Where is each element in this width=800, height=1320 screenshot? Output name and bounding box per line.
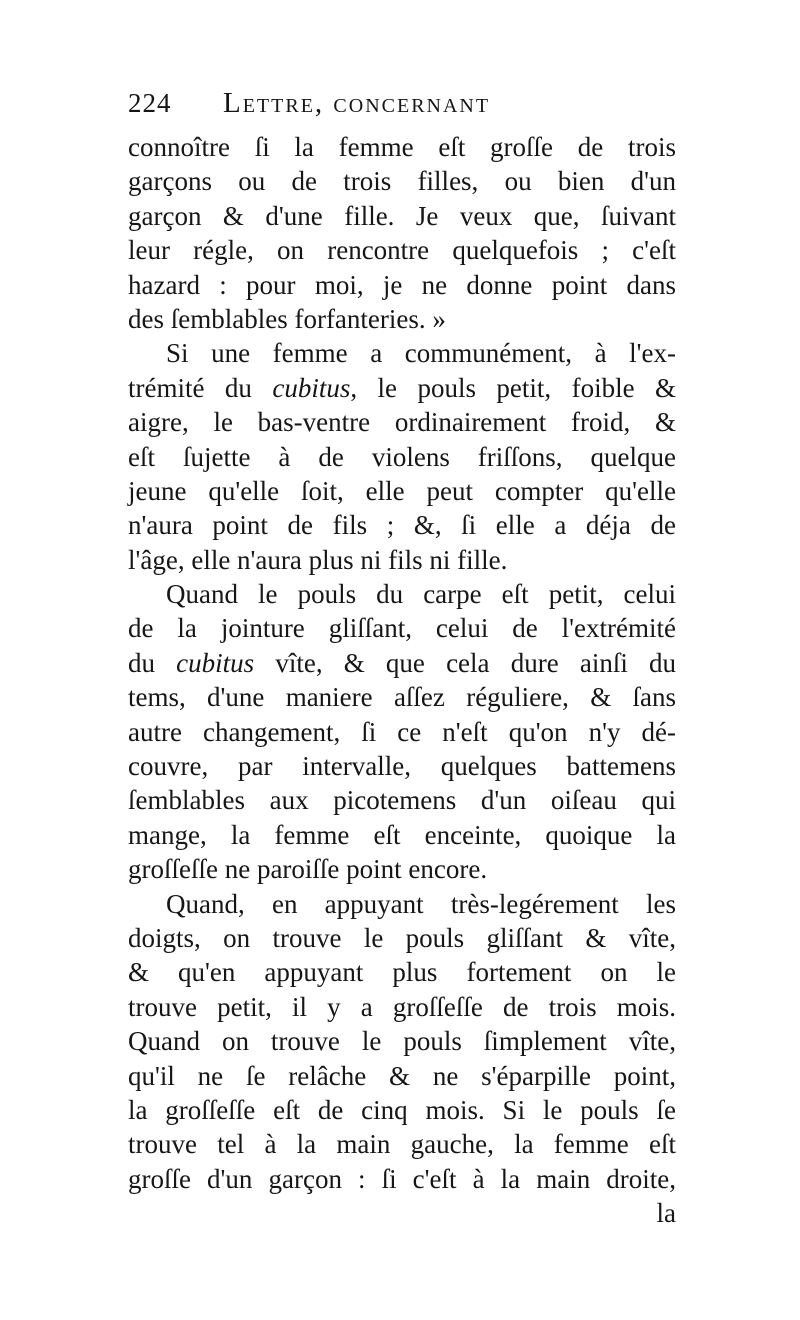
text-line: doigts, on trouve le pouls gliſſant & vîte, [128, 922, 676, 953]
text-line: & qu'en appuyant plus fortement on le [128, 957, 676, 988]
text-line: garçons ou de trois filles, ou bien d'un [128, 166, 676, 197]
text-line: Quand le pouls du carpe eſt petit, celui [166, 579, 676, 610]
text-line: trouve tel à la main gauche, la femme eſt [128, 1129, 676, 1160]
text-line: leur régle, on rencontre quelquefois ; c'eſt [128, 235, 676, 266]
text-line: hazard : pour moi, je ne donne point dans [128, 269, 676, 300]
page-header [128, 76, 676, 130]
text-line: groſſe d'un garçon : ſi c'eſt à la main droite, [128, 1163, 676, 1194]
text-line: Quand on trouve le pouls ſimplement vîte, [128, 1026, 676, 1057]
text-line: garçon & d'une fille. Je veux que, ſuivant [128, 200, 676, 231]
text-line: autre changement, ſi ce n'eſt qu'on n'y dé- [128, 716, 676, 747]
text-line: mange, la femme eſt enceinte, quoique la [128, 819, 676, 850]
page-number: 224 [128, 88, 172, 118]
text-line: aigre, le bas-ventre ordinairement froid, & [128, 407, 676, 438]
text-line: couvre, par intervalle, quelques battemens [128, 751, 676, 782]
text-line: trouve petit, il y a groſſeſſe de trois mois. [128, 991, 676, 1022]
text-line: de la jointure gliſſant, celui de l'extrémité [128, 613, 676, 644]
text-line: n'aura point de fils ; &, ſi elle a déja de [128, 510, 676, 541]
text-line: eſt ſujette à de violens friſſons, quelque [128, 441, 676, 472]
page-text-block [128, 76, 676, 1231]
catchword: la [656, 1198, 676, 1229]
paragraph [128, 336, 676, 577]
text-line: qu'il ne ſe relâche & ne s'éparpille point, [128, 1060, 676, 1091]
text-line: ſemblables aux picotemens d'un oiſeau qui [128, 785, 676, 816]
paragraph [128, 887, 676, 1197]
italic-term: cubitus [176, 647, 255, 678]
text-line: l'âge, elle n'aura plus ni fils ni fille. [128, 544, 508, 575]
paragraph [128, 577, 676, 887]
text-line: la groſſeſſe eſt de cinq mois. Si le pouls ſe [128, 1094, 676, 1125]
running-head: Lettre, concernant [223, 87, 491, 119]
paragraph [128, 130, 676, 336]
text-line: trémité du cubitus, le pouls petit, foible & [128, 372, 676, 403]
text-line: tems, d'une maniere aſſez réguliere, & ſans [128, 682, 676, 713]
text-line: des ſemblables forfanteries. » [128, 303, 446, 334]
italic-term: cubitus [272, 372, 351, 403]
text-line: jeune qu'elle ſoit, elle peut compter qu'elle [128, 475, 676, 506]
text-line: Quand, en appuyant très-legérement les [166, 888, 676, 919]
text-line: Si une femme a communément, à l'ex- [166, 338, 676, 369]
text-line: connoître ſi la femme eſt groſſe de trois [128, 132, 676, 162]
text-line: groſſeſſe ne paroiſſe point encore. [128, 854, 488, 885]
text-line: du cubitus vîte, & que cela dure ainſi du [128, 647, 676, 678]
